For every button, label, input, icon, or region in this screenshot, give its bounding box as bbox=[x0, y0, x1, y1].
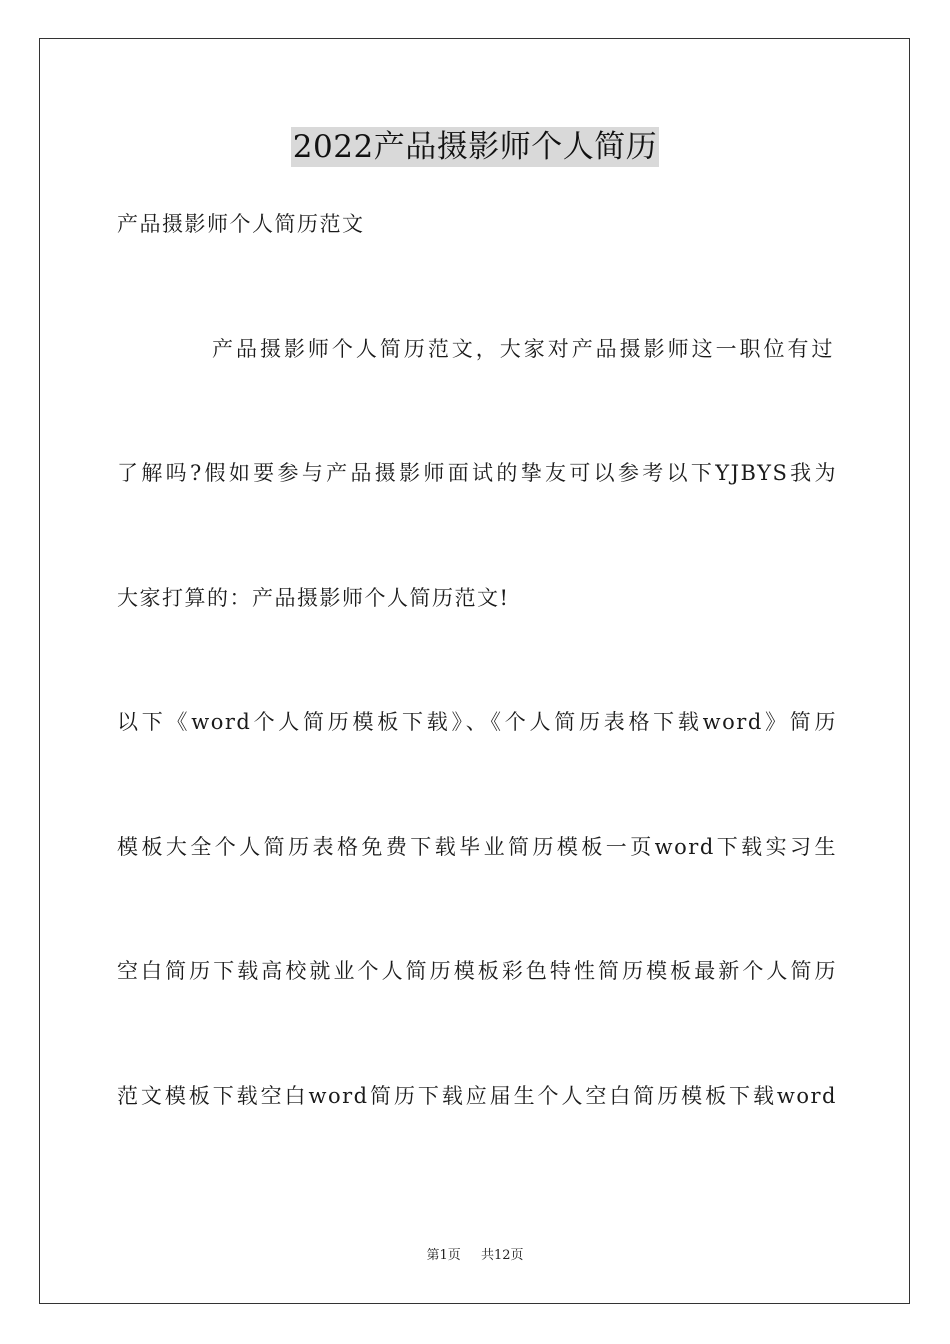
document-subtitle: 产品摄影师个人简历范文 bbox=[117, 212, 365, 236]
body-line-7: 范文模板下载空白word简历下载应届生个人空白简历模板下载word bbox=[117, 1084, 837, 1108]
body-line-2: 了解吗?假如要参与产品摄影师面试的挚友可以参考以下YJBYS我为 bbox=[117, 461, 837, 485]
title-container bbox=[0, 127, 950, 167]
page-number: 第1页 bbox=[426, 1248, 461, 1263]
body-line-1: 产品摄影师个人简历范文，大家对产品摄影师这一职位有过 bbox=[212, 337, 834, 361]
body-line-4: 以下《word个人简历模板下载》、《个人简历表格下载word》简历 bbox=[117, 710, 837, 734]
body-line-3: 大家打算的：产品摄影师个人简历范文! bbox=[117, 586, 510, 610]
page-total: 共12页 bbox=[480, 1248, 524, 1263]
page-footer bbox=[0, 1247, 950, 1265]
body-line-6: 空白简历下载高校就业个人简历模板彩色特性简历模板最新个人简历 bbox=[117, 959, 837, 983]
document-title: 2022产品摄影师个人简历 bbox=[292, 129, 658, 165]
body-line-5: 模板大全个人简历表格免费下载毕业简历模板一页word下载实习生 bbox=[117, 835, 837, 859]
